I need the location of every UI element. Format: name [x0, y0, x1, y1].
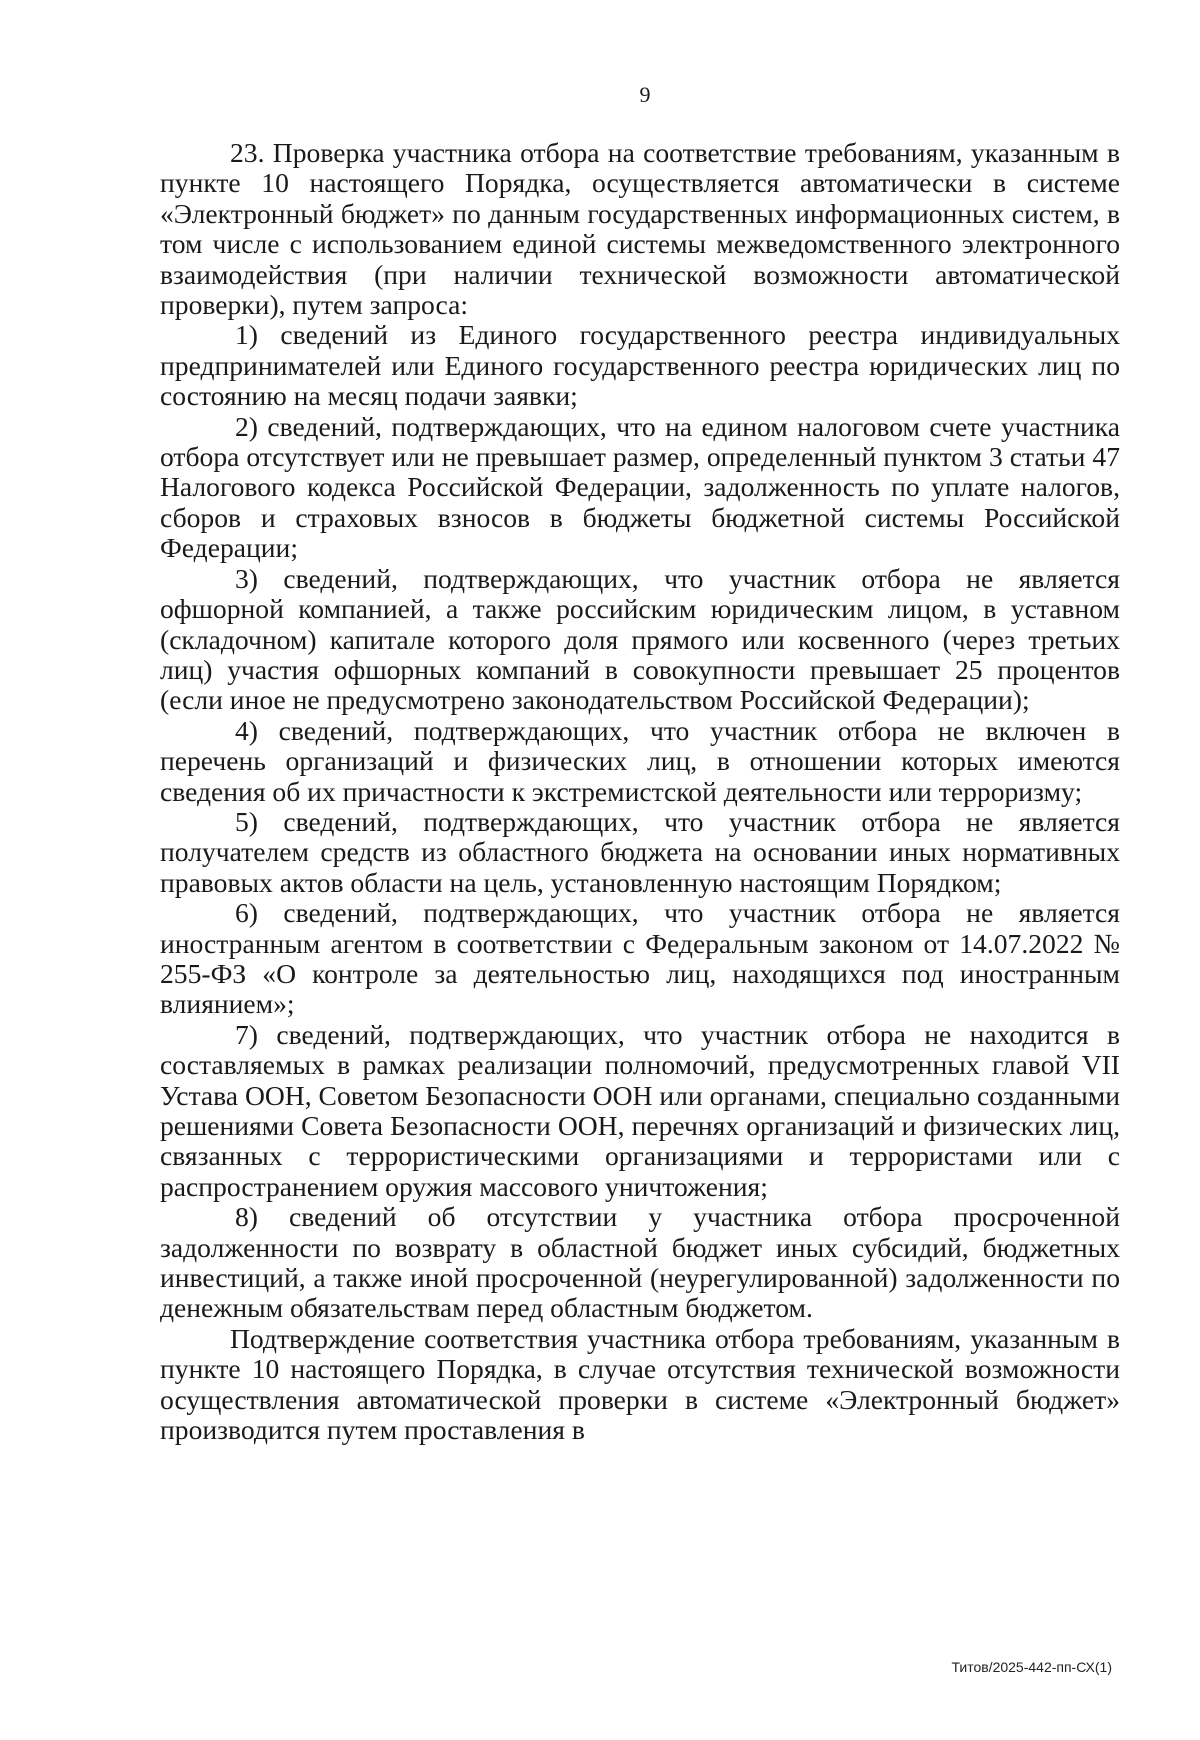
list-item-5: 5) сведений, подтверждающих, что участник отбора не является получателем средств из областного бюджета на основании иных нормативных правовых актов области на цель, установленную настоящим Порядком;	[160, 805, 1120, 898]
list-item-8: 8) сведений об отсутствии у участника отбора просроченной задолженности по возврату в областной бюджет иных субсидий, бюджетных инвестиций, а также иной просроченной (неурегулированной) задолженности по денежным обязательствам перед областным бюджетом.	[160, 1201, 1120, 1324]
list-item-1: 1) сведений из Единого государственного реестра индивидуальных предпринимателей или Единого государственного реестра юридических лиц по состоянию на месяц подачи заявки;	[160, 319, 1120, 412]
paragraph-23: 23. Проверка участника отбора на соответствие требованиям, указанным в пункте 10 настоящего Порядка, осуществляется автоматически в системе «Электронный бюджет» по данным государственных информационных систем, в том числе с использованием единой системы межведомственного электронного взаимодействия (при наличии технической возможности автоматической проверки), путем запроса:	[160, 137, 1120, 321]
list-item-3: 3) сведений, подтверждающих, что участник отбора не является офшорной компанией, а также российским юридическим лицом, в уставном (складочном) капитале которого доля прямого или косвенного (через третьих лиц) участия офшорных компаний в совокупности превышает 25 процентов (если иное не предусмотрено законодательством Российской Федерации);	[160, 562, 1120, 716]
list-item-2: 2) сведений, подтверждающих, что на едином налоговом счете участника отбора отсутствует или не превышает размер, определенный пунктом 3 статьи 47 Налогового кодекса Российской Федерации, задолженность по уплате налогов, сборов и страховых взносов в бюджеты бюджетной системы Российской Федерации;	[160, 410, 1120, 564]
list-item-6: 6) сведений, подтверждающих, что участник отбора не является иностранным агентом в соответствии с Федеральным законом от 14.07.2022 № 255-ФЗ «О контроле за деятельностью лиц, находящихся под иностранным влиянием»;	[160, 897, 1120, 1020]
list-item-4: 4) сведений, подтверждающих, что участник отбора не включен в перечень организаций и физических лиц, в отношении которых имеются сведения об их причастности к экстремистской деятельности или терроризму;	[160, 714, 1120, 807]
paragraph-confirmation: Подтверждение соответствия участника отбора требованиям, указанным в пункте 10 настоящего Порядка, в случае отсутствия технической возможности осуществления автоматической проверки в системе «Электронный бюджет» производится путем проставления в	[160, 1322, 1120, 1446]
document-body	[160, 138, 1120, 1445]
list-item-7: 7) сведений, подтверждающих, что участник отбора не находится в составляемых в рамках реализации полномочий, предусмотренных главой VII Устава ООН, Советом Безопасности ООН или органами, специально созданными решениями Совета Безопасности ООН, перечнях организаций и физических лиц, связанных с террористическими организациями и террористами или с распространением оружия массового уничтожения;	[160, 1018, 1120, 1202]
page-number: 9	[639, 82, 651, 107]
document-registration-code: Титов/2025-442-пп-СХ(1)	[951, 1659, 1112, 1675]
